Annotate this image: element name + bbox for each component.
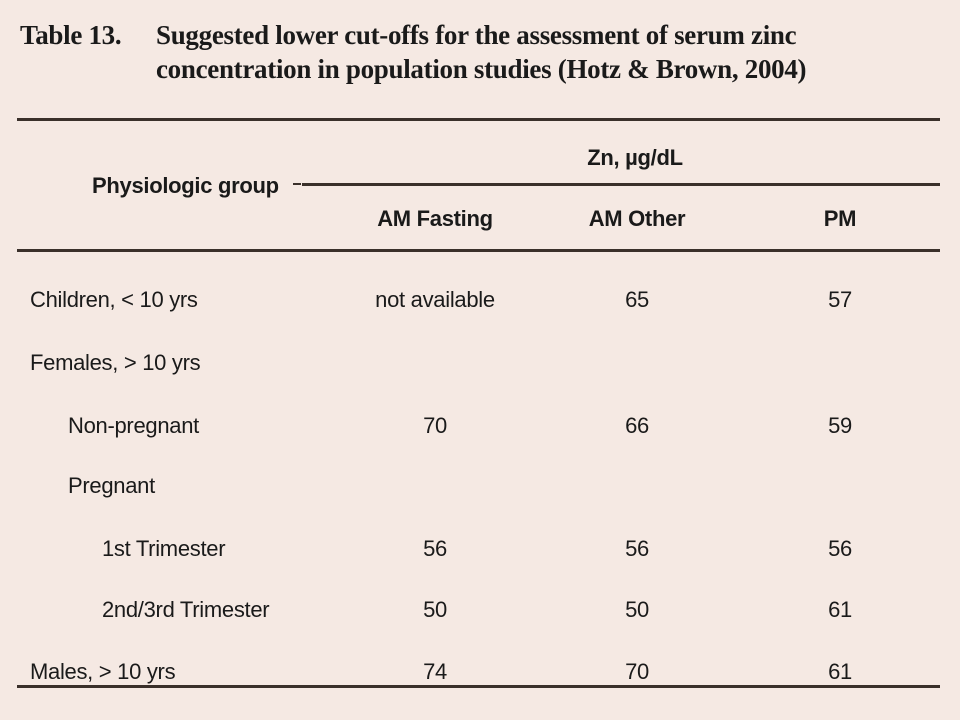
header-rule bbox=[17, 249, 940, 252]
am-other-value: 56 bbox=[625, 536, 649, 561]
bottom-rule bbox=[17, 685, 940, 688]
row-group-label: Pregnant bbox=[68, 473, 155, 498]
pm-value: 57 bbox=[828, 287, 852, 312]
am-other-value: 66 bbox=[625, 413, 649, 438]
table-row bbox=[0, 350, 960, 390]
pm-value: 61 bbox=[828, 659, 852, 684]
spanner-rule bbox=[302, 183, 940, 186]
am-fasting-value: 70 bbox=[423, 413, 447, 438]
column-header-am-other: AM Other bbox=[588, 206, 686, 231]
am-other-value: 65 bbox=[625, 287, 649, 312]
row-group-label: Non-pregnant bbox=[68, 413, 199, 438]
am-other-value: 50 bbox=[625, 597, 649, 622]
header-dash bbox=[293, 183, 301, 185]
table-title: Suggested lower cut-offs for the assessment of serum zinc concentration in population studies (Hotz & Brown, 2004) bbox=[156, 20, 807, 84]
row-group-label: Males, > 10 yrs bbox=[30, 659, 176, 684]
table-row bbox=[0, 659, 960, 699]
top-rule bbox=[17, 118, 940, 121]
pm-value: 59 bbox=[828, 413, 852, 438]
table-row bbox=[0, 287, 960, 327]
am-fasting-value: 50 bbox=[423, 597, 447, 622]
table-row bbox=[0, 597, 960, 637]
zn-unit-header: Zn, µg/dL bbox=[587, 145, 683, 170]
row-group-label: 2nd/3rd Trimester bbox=[102, 597, 270, 622]
row-group-label: Children, < 10 yrs bbox=[30, 287, 198, 312]
pm-value: 61 bbox=[828, 597, 852, 622]
table-number: Table 13. bbox=[20, 20, 122, 50]
table-row bbox=[0, 536, 960, 576]
am-other-value: 70 bbox=[625, 659, 649, 684]
am-fasting-value: 74 bbox=[423, 659, 447, 684]
pm-value: 56 bbox=[828, 536, 852, 561]
table-row bbox=[0, 413, 960, 453]
row-group-label: Females, > 10 yrs bbox=[30, 350, 201, 375]
physiologic-group-header: Physiologic group bbox=[92, 173, 279, 198]
am-fasting-value: not available bbox=[375, 287, 495, 312]
table-caption bbox=[20, 18, 950, 86]
column-header-pm: PM bbox=[823, 206, 857, 231]
row-group-label: 1st Trimester bbox=[102, 536, 226, 561]
am-fasting-value: 56 bbox=[423, 536, 447, 561]
column-header-am-fasting: AM Fasting bbox=[377, 206, 493, 231]
table-row bbox=[0, 473, 960, 513]
